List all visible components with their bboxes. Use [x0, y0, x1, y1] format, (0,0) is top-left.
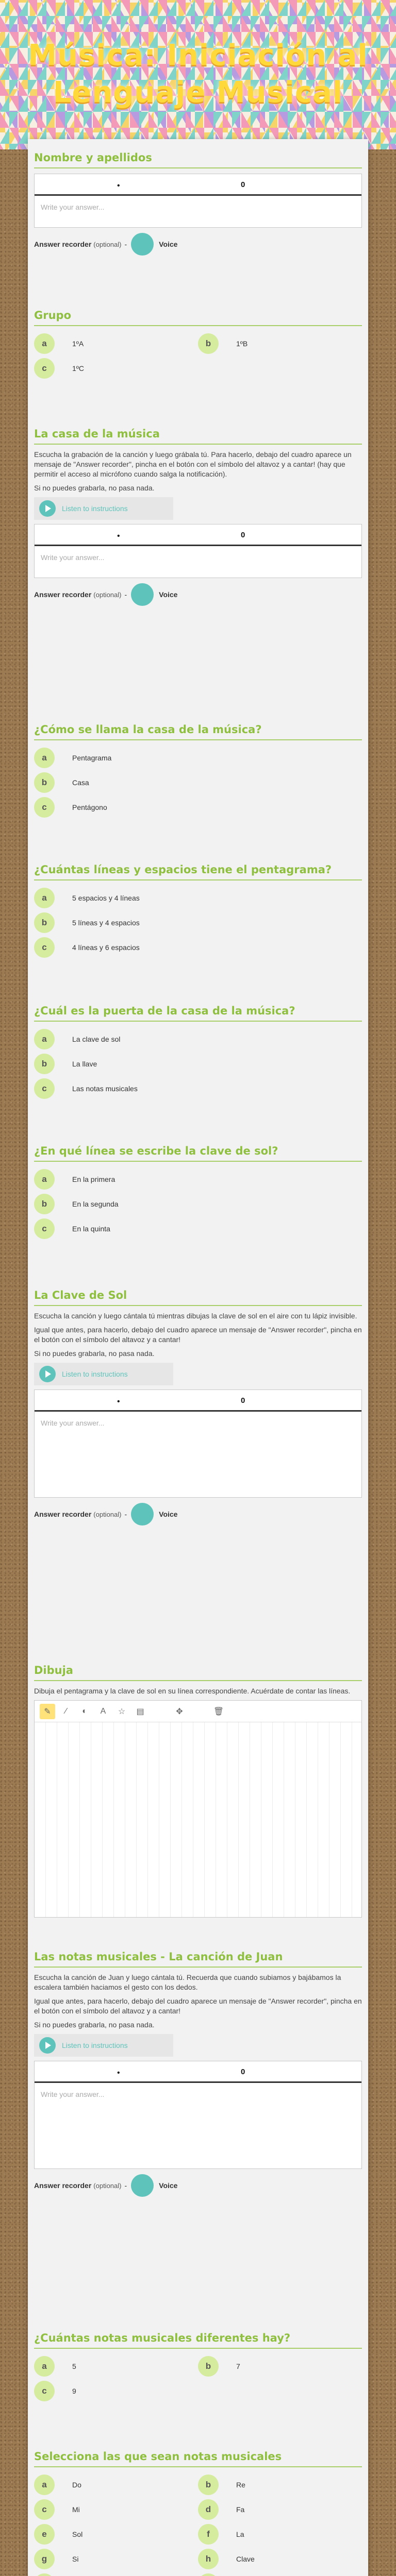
- section-title: La Clave de Sol: [34, 1289, 362, 1306]
- record-dot-icon[interactable]: •: [117, 2069, 120, 2077]
- record-timer: 0: [241, 180, 245, 189]
- section-clef-line: [34, 1145, 362, 1241]
- voice-label: Voice: [159, 590, 178, 599]
- option-list: [34, 2354, 362, 2403]
- answer-input[interactable]: Write your answer...: [41, 1419, 105, 1427]
- option-letter: a: [34, 888, 55, 908]
- recorder-label: Answer recorder: [34, 590, 92, 599]
- recorder-bar[interactable]: [35, 1390, 361, 1412]
- section-title: ¿En qué línea se escribe la clave de sol?: [34, 1145, 362, 1162]
- option-item[interactable]: [34, 2472, 198, 2497]
- section-music-house: [34, 428, 362, 606]
- option-text: En la segunda: [72, 1200, 119, 1208]
- recorder-bar[interactable]: [35, 174, 361, 196]
- section-select-notes: [34, 2450, 362, 2576]
- option-item[interactable]: [34, 2354, 198, 2379]
- pencil-icon[interactable]: ✎: [40, 1704, 55, 1719]
- answer-input[interactable]: Write your answer...: [41, 2090, 105, 2098]
- record-dot-icon[interactable]: •: [117, 181, 120, 190]
- section-title: La casa de la música: [34, 428, 362, 445]
- option-item[interactable]: [34, 2571, 198, 2576]
- option-item[interactable]: [34, 1216, 362, 1241]
- option-letter: [34, 2573, 55, 2576]
- option-text: La clave de sol: [72, 1035, 121, 1043]
- option-letter: d: [198, 2499, 219, 2520]
- option-item[interactable]: [34, 795, 362, 820]
- option-letter: b: [198, 2475, 219, 2495]
- option-text: La: [236, 2530, 244, 2538]
- option-list: [34, 2472, 362, 2576]
- trash-icon[interactable]: 🗑: [213, 1707, 224, 1716]
- option-item[interactable]: [34, 1076, 362, 1101]
- answer-recorder: [34, 583, 362, 606]
- option-list: [34, 331, 362, 381]
- option-text: Las notas musicales: [72, 1084, 138, 1093]
- section-title: ¿Cómo se llama la casa de la música?: [34, 723, 362, 740]
- play-icon[interactable]: [39, 500, 56, 517]
- option-text: Mi: [72, 2505, 80, 2514]
- drawing-area[interactable]: [35, 1722, 361, 1917]
- section-title: ¿Cuántas líneas y espacios tiene el pentagrama?: [34, 863, 362, 880]
- option-item[interactable]: [34, 910, 362, 935]
- option-text: 4 líneas y 6 espacios: [72, 943, 140, 952]
- option-letter: b: [34, 772, 55, 793]
- option-letter: e: [34, 2524, 55, 2545]
- move-icon[interactable]: ✥: [176, 1707, 183, 1716]
- option-text: Pentágono: [72, 803, 107, 811]
- option-text: 5: [72, 2362, 76, 2370]
- option-letter: b: [198, 333, 219, 354]
- recorder-bar[interactable]: [35, 2061, 361, 2083]
- record-timer: 0: [241, 1396, 245, 1405]
- section-group: [34, 309, 362, 381]
- star-icon[interactable]: ☆: [118, 1707, 126, 1716]
- option-letter: c: [34, 2499, 55, 2520]
- listen-button[interactable]: [34, 2034, 173, 2057]
- instructions-text: Escucha la canción de Juan y luego cántala tú. Recuerda que cuando subiamos y bajábamos la escalera también haciamos el gesto con los dedos.: [34, 1973, 341, 1991]
- section-name: [34, 151, 362, 256]
- instructions-text: Escucha la grabación de la canción y luego grábala tú. Para hacerlo, debajo del cuadro aparece un mensaje de "Answer recorder", pincha en el botón con el símbolo del altavoz y a cantar! (hay que permitir el acceso al micrófono cuando salga la notificación).: [34, 450, 352, 478]
- voice-label: Voice: [159, 240, 178, 248]
- instructions-text: Si no puedes grabarla, no pasa nada.: [34, 1349, 155, 1358]
- option-item[interactable]: [34, 935, 362, 960]
- option-item[interactable]: [34, 886, 362, 910]
- option-text: Clave: [236, 2555, 255, 2563]
- pen-icon[interactable]: ∕: [65, 1706, 67, 1716]
- answer-box[interactable]: [34, 2061, 362, 2169]
- eraser-icon[interactable]: ◐: [82, 1706, 87, 1716]
- listen-button[interactable]: [34, 497, 173, 520]
- answer-recorder: [34, 233, 362, 256]
- option-letter: b: [198, 2356, 219, 2377]
- recorder-optional: (optional): [93, 240, 122, 248]
- record-dot-icon[interactable]: •: [117, 532, 120, 540]
- section-note-count: [34, 2332, 362, 2403]
- instructions-text: Dibuja el pentagrama y la clave de sol en su línea correspondiente. Acuérdate de contar las líneas.: [34, 1687, 351, 1695]
- option-text: 1ºC: [72, 364, 85, 372]
- option-text: Casa: [72, 778, 89, 787]
- page-title: Música: Iniciación al Lenguaje Musical: [28, 39, 368, 109]
- section-treble-clef: [34, 1289, 362, 1526]
- section-title: Las notas musicales - La canción de Juan: [34, 1951, 362, 1968]
- option-letter: b: [34, 1194, 55, 1214]
- section-lines-spaces: [34, 863, 362, 960]
- option-letter: b: [34, 912, 55, 933]
- answer-input[interactable]: Write your answer...: [41, 203, 105, 211]
- option-text: Re: [236, 2481, 245, 2489]
- recorder-optional: (optional): [93, 1510, 122, 1518]
- answer-box[interactable]: [34, 174, 362, 228]
- option-text: 1ºB: [236, 340, 248, 348]
- answer-recorder: [34, 2174, 362, 2197]
- recorder-bar[interactable]: [35, 524, 361, 546]
- listen-button[interactable]: [34, 1363, 173, 1385]
- option-letter: a: [34, 2356, 55, 2377]
- voice-label: Voice: [159, 1510, 178, 1518]
- option-letter: a: [34, 333, 55, 354]
- option-item[interactable]: [34, 1027, 362, 1052]
- option-text: La llave: [72, 1060, 97, 1068]
- listen-label: Listen to instructions: [62, 1370, 128, 1378]
- option-list: [34, 1167, 362, 1241]
- answer-recorder: [34, 1503, 362, 1526]
- option-text: 5 líneas y 4 espacios: [72, 919, 140, 927]
- option-letter: a: [34, 1029, 55, 1049]
- instructions-text: Si no puedes grabarla, no pasa nada.: [34, 484, 155, 492]
- option-text: Pentagrama: [72, 754, 112, 762]
- voice-toggle[interactable]: [131, 233, 154, 256]
- option-item[interactable]: [198, 2571, 362, 2576]
- option-item[interactable]: [34, 2379, 198, 2403]
- recorder-dash: -: [124, 1510, 127, 1518]
- section-house-name: [34, 723, 362, 820]
- option-letter: a: [34, 1169, 55, 1190]
- listen-label: Listen to instructions: [62, 504, 128, 513]
- section-title: Grupo: [34, 309, 362, 326]
- recorder-label: Answer recorder: [34, 2181, 92, 2190]
- voice-toggle[interactable]: [131, 583, 154, 606]
- option-text: Si: [72, 2555, 79, 2563]
- section-title: Nombre y apellidos: [34, 151, 362, 168]
- option-text: 9: [72, 2387, 76, 2395]
- play-icon[interactable]: [39, 1366, 56, 1382]
- option-item[interactable]: [198, 2497, 362, 2522]
- record-timer: 0: [241, 2067, 245, 2076]
- option-list: [34, 1027, 362, 1101]
- section-house-door: [34, 1005, 362, 1101]
- drawing-toolbar: [35, 1701, 361, 1722]
- option-text: 1ºA: [72, 340, 84, 348]
- section-title: ¿Cuál es la puerta de la casa de la música?: [34, 1005, 362, 1022]
- option-item[interactable]: [34, 1167, 362, 1192]
- option-text: Do: [72, 2481, 81, 2489]
- option-item[interactable]: [198, 2522, 362, 2547]
- option-letter: [198, 2573, 219, 2576]
- answer-box[interactable]: [34, 1389, 362, 1498]
- option-letter: c: [34, 2381, 55, 2401]
- option-letter: f: [198, 2524, 219, 2545]
- instructions-text: Si no puedes grabarla, no pasa nada.: [34, 2021, 155, 2029]
- instructions-text: Igual que antes, para hacerlo, debajo del cuadro aparece un mensaje de "Answer recorder", pincha en el botón con el símbolo del altavoz y a cantar!: [34, 1997, 362, 2015]
- option-item[interactable]: [34, 356, 198, 381]
- option-text: 5 espacios y 4 líneas: [72, 894, 140, 902]
- answer-input[interactable]: Write your answer...: [41, 553, 105, 562]
- voice-label: Voice: [159, 2181, 178, 2190]
- record-dot-icon[interactable]: •: [117, 1397, 120, 1406]
- option-item[interactable]: [34, 2547, 198, 2571]
- section-draw: [34, 1664, 362, 1918]
- option-item[interactable]: [34, 2522, 198, 2547]
- option-item[interactable]: [198, 331, 362, 356]
- play-icon[interactable]: [39, 2037, 56, 2054]
- option-letter: c: [34, 1078, 55, 1099]
- section-juan-song: [34, 1951, 362, 2197]
- instructions-text: Igual que antes, para hacerlo, debajo del cuadro aparece un mensaje de "Answer recorder", pincha en el botón con el símbolo del altavoz y a cantar!: [34, 1326, 362, 1344]
- drawing-canvas[interactable]: [34, 1700, 362, 1918]
- recorder-optional: (optional): [93, 590, 122, 599]
- recorder-dash: -: [124, 590, 127, 599]
- option-item[interactable]: [34, 2497, 198, 2522]
- recorder-label: Answer recorder: [34, 240, 92, 248]
- option-item[interactable]: [34, 1052, 362, 1076]
- instructions-text: Escucha la canción y luego cántala tú mientras dibujas la clave de sol en el aire con tu lápiz invisible.: [34, 1312, 357, 1320]
- option-item[interactable]: [34, 1192, 362, 1216]
- recorder-optional: (optional): [93, 2181, 122, 2190]
- option-letter: c: [34, 937, 55, 958]
- option-letter: c: [34, 358, 55, 379]
- option-text: 7: [236, 2362, 240, 2370]
- listen-label: Listen to instructions: [62, 2041, 128, 2049]
- option-letter: c: [34, 797, 55, 818]
- option-letter: a: [34, 748, 55, 768]
- option-item[interactable]: [34, 745, 362, 770]
- section-title: Selecciona las que sean notas musicales: [34, 2450, 362, 2467]
- option-item[interactable]: [198, 2547, 362, 2571]
- option-text: Sol: [72, 2530, 83, 2538]
- option-letter: a: [34, 2475, 55, 2495]
- voice-toggle[interactable]: [131, 2174, 154, 2197]
- recorder-dash: -: [124, 2181, 127, 2190]
- option-item[interactable]: [198, 2354, 362, 2379]
- text-icon[interactable]: A: [100, 1706, 106, 1716]
- option-text: Fa: [236, 2505, 245, 2514]
- section-title: ¿Cuántas notas musicales diferentes hay?: [34, 2332, 362, 2349]
- grid-icon[interactable]: ▤: [136, 1707, 144, 1716]
- option-text: En la primera: [72, 1175, 116, 1183]
- option-item[interactable]: [34, 770, 362, 795]
- record-timer: 0: [241, 531, 245, 539]
- recorder-label: Answer recorder: [34, 1510, 92, 1518]
- option-letter: c: [34, 1218, 55, 1239]
- answer-box[interactable]: [34, 524, 362, 578]
- option-text: En la quinta: [72, 1225, 110, 1233]
- option-list: [34, 745, 362, 820]
- option-list: [34, 886, 362, 960]
- worksheet: [28, 139, 368, 2576]
- option-item[interactable]: [198, 2472, 362, 2497]
- recorder-dash: -: [124, 240, 127, 248]
- option-letter: g: [34, 2549, 55, 2569]
- option-letter: h: [198, 2549, 219, 2569]
- voice-toggle[interactable]: [131, 1503, 154, 1526]
- section-title: Dibuja: [34, 1664, 362, 1681]
- option-item[interactable]: [34, 331, 198, 356]
- option-letter: b: [34, 1054, 55, 1074]
